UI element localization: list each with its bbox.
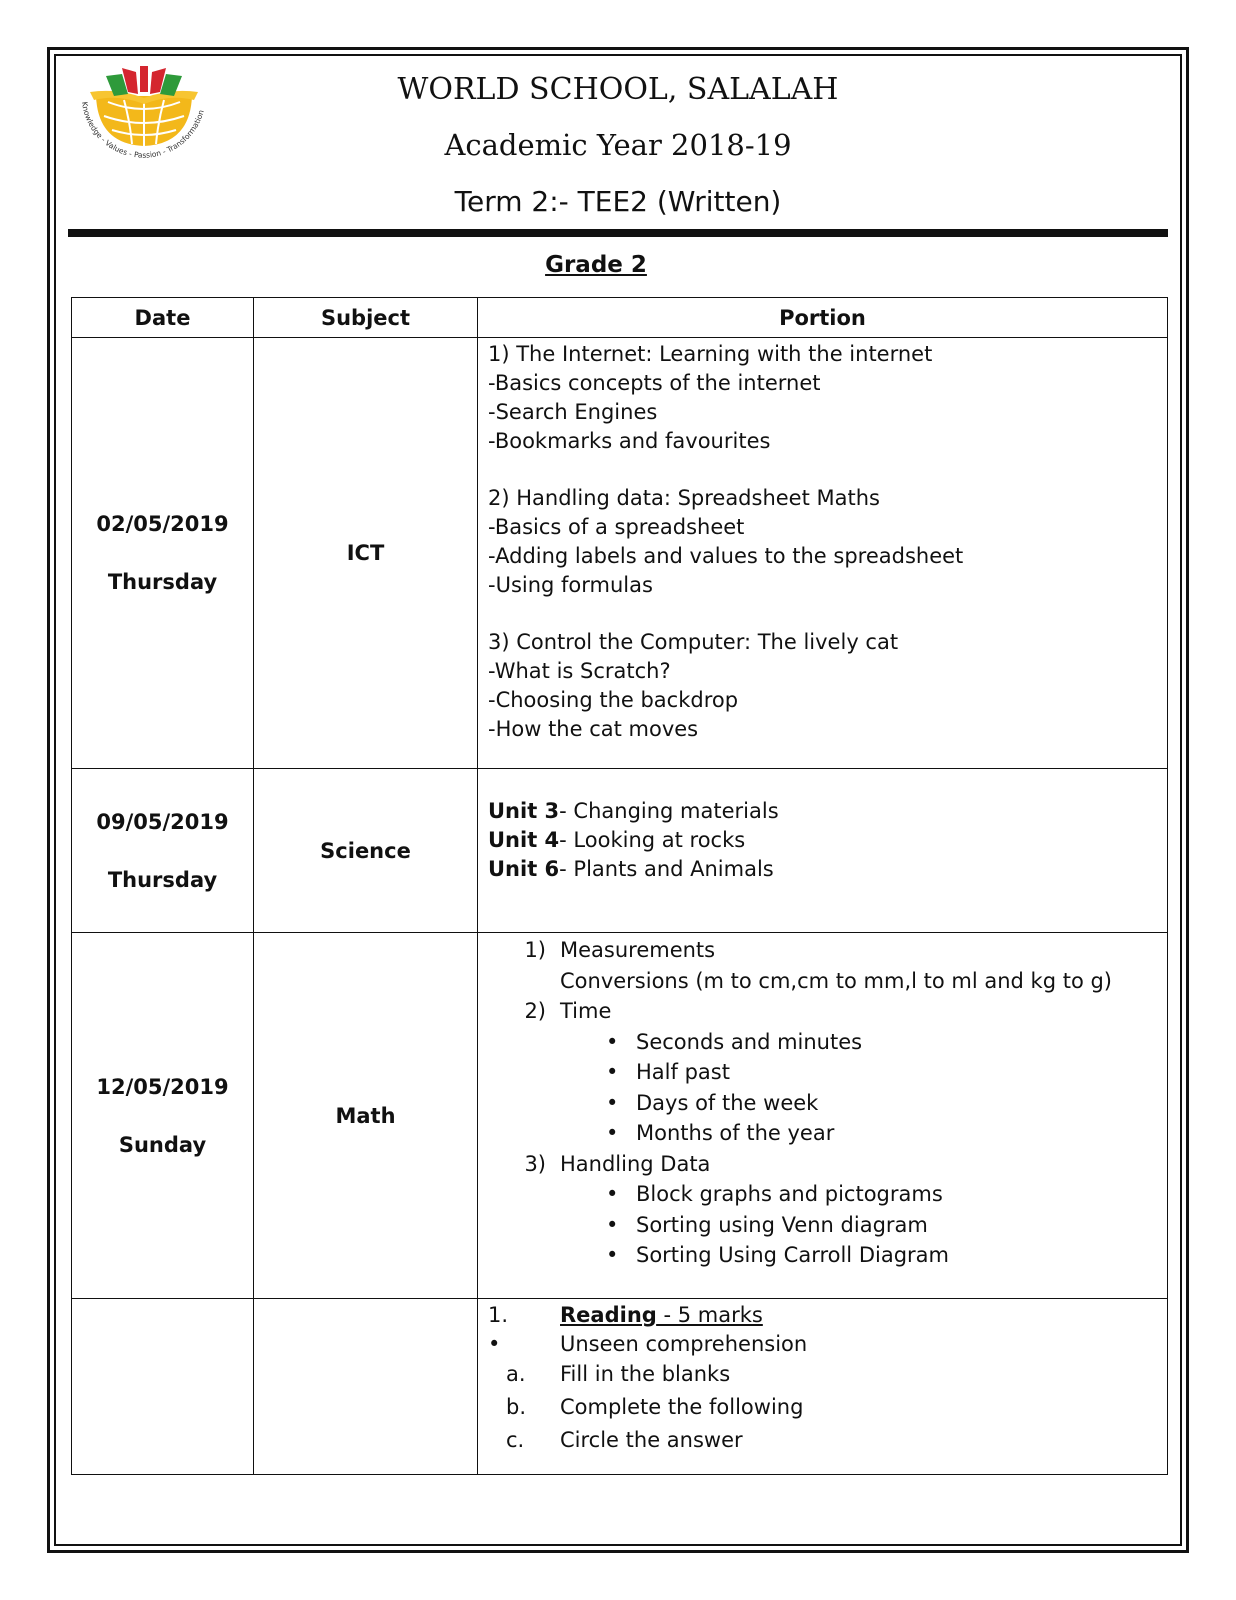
portion-line: 3) Control the Computer: The lively cat xyxy=(488,630,899,654)
portion-cell xyxy=(478,1299,1168,1475)
portion-line: -Basics concepts of the internet xyxy=(488,371,821,395)
subject-cell: Math xyxy=(254,933,478,1299)
portion-line: -Using formulas xyxy=(488,573,653,597)
math-item: 3) Handling Data xyxy=(524,1151,711,1176)
term-title: Term 2:- TEE2 (Written) xyxy=(454,185,782,218)
date-cell xyxy=(72,769,254,933)
math-sub: Conversions (m to cm,cm to mm,l to ml and kg to g) xyxy=(560,968,1112,993)
math-bullet: • Half past xyxy=(606,1060,730,1084)
exam-date: 09/05/2019 xyxy=(96,809,229,834)
reading-bullet: • Unseen comprehension xyxy=(488,1332,808,1356)
portion-line: -Basics of a spreadsheet xyxy=(488,515,745,539)
table-row xyxy=(72,1299,1168,1475)
math-bullet: • Sorting Using Carroll Diagram xyxy=(606,1243,949,1267)
header-subject: Subject xyxy=(254,298,478,338)
portion-line: 1) The Internet: Learning with the internet xyxy=(488,342,933,366)
header-rule xyxy=(68,229,1168,237)
portion-line: 2) Handling data: Spreadsheet Maths xyxy=(488,486,880,510)
exam-day: Sunday xyxy=(118,1132,207,1157)
portion-cell xyxy=(478,769,1168,933)
math-bullet: • Seconds and minutes xyxy=(606,1029,863,1054)
table-row xyxy=(72,769,1168,933)
portion-line: -Bookmarks and favourites xyxy=(488,429,771,453)
exam-day: Thursday xyxy=(107,570,218,594)
math-bullet: • Days of the week xyxy=(606,1090,819,1115)
portion-line: -Adding labels and values to the spreadsheet xyxy=(488,544,964,568)
header-date: Date xyxy=(72,298,254,338)
table-row xyxy=(72,933,1168,1299)
math-item: 2) Time xyxy=(524,999,612,1023)
portion-line: -How the cat moves xyxy=(488,717,699,741)
school-name: WORLD SCHOOL, SALALAH xyxy=(397,72,839,107)
reading-item: a. Fill in the blanks xyxy=(506,1362,731,1386)
math-item: 1) Measurements xyxy=(524,938,716,962)
science-unit: Unit 4- Looking at rocks xyxy=(488,828,746,852)
exam-day: Thursday xyxy=(107,867,218,892)
portion-line: -What is Scratch? xyxy=(488,659,671,683)
grade-heading: Grade 2 xyxy=(545,252,647,278)
date-cell xyxy=(72,338,254,769)
academic-year: Academic Year 2018-19 xyxy=(444,128,792,162)
reading-item: c. Circle the answer xyxy=(506,1428,743,1452)
subject-cell xyxy=(254,1299,478,1475)
date-cell xyxy=(72,933,254,1299)
table-header-row xyxy=(72,298,1168,338)
subject-cell: ICT xyxy=(254,338,478,769)
header-portion: Portion xyxy=(478,298,1168,338)
reading-heading: 1. Reading - 5 marks xyxy=(488,1303,763,1327)
science-unit: Unit 3- Changing materials xyxy=(488,799,779,823)
math-bullet: • Months of the year xyxy=(606,1121,835,1145)
math-bullet: • Block graphs and pictograms xyxy=(606,1182,943,1206)
math-bullet: • Sorting using Venn diagram xyxy=(606,1212,928,1237)
date-cell xyxy=(72,1299,254,1475)
portion-line: -Choosing the backdrop xyxy=(488,688,739,712)
schedule-table xyxy=(71,297,1168,1475)
exam-date: 02/05/2019 xyxy=(96,512,229,536)
exam-date: 12/05/2019 xyxy=(96,1074,229,1099)
portion-cell xyxy=(478,933,1168,1299)
logo-motto: Knowledge - Values - Passion - Transformation xyxy=(79,100,206,160)
subject-cell: Science xyxy=(254,769,478,933)
portion-line: -Search Engines xyxy=(488,400,658,424)
portion-cell xyxy=(478,338,1168,769)
science-unit: Unit 6- Plants and Animals xyxy=(488,857,774,881)
table-row xyxy=(72,338,1168,769)
reading-item: b. Complete the following xyxy=(506,1395,804,1419)
